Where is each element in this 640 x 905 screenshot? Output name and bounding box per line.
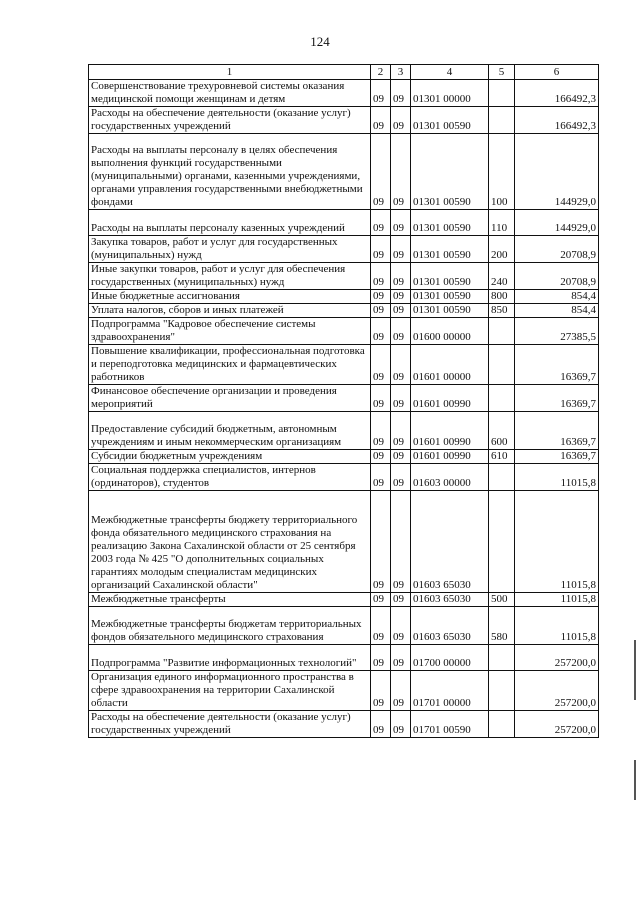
page-number: 124 [310,34,330,49]
row-name: Межбюджетные трансферты бюджетам территориальных фондов обязательного медицинского страхования [89,607,371,645]
row-subsection: 09 [391,318,411,345]
row-amount: 16369,7 [515,345,599,385]
row-expense-type [489,318,515,345]
row-target-code: 01701 00590 [411,711,489,738]
budget-table [88,64,599,738]
row-expense-type: 580 [489,607,515,645]
row-subsection: 09 [391,711,411,738]
row-name: Расходы на выплаты персоналу в целях обеспечения выполнения функций государственными (муниципальными) органами, казенными учреждениями, органами управления государственными внебюджетными фондами [89,134,371,210]
row-expense-type [489,645,515,671]
row-section: 09 [371,671,391,711]
row-target-code: 01301 00590 [411,263,489,290]
table-row [89,263,599,290]
table-row [89,210,599,236]
table-row [89,593,599,607]
row-subsection: 09 [391,304,411,318]
row-name: Подпрограмма "Развитие информационных технологий" [89,645,371,671]
row-section: 09 [371,304,391,318]
row-name: Иные бюджетные ассигнования [89,290,371,304]
row-subsection: 09 [391,80,411,107]
row-subsection: 09 [391,134,411,210]
row-expense-type: 100 [489,134,515,210]
row-subsection: 09 [391,671,411,711]
row-section: 09 [371,345,391,385]
row-name: Повышение квалификации, профессиональная подготовка и переподготовка медицинских и фармацевтических работников [89,345,371,385]
row-target-code: 01601 00990 [411,450,489,464]
table-row [89,671,599,711]
row-name: Расходы на обеспечение деятельности (оказание услуг) государственных учреждений [89,107,371,134]
row-target-code: 01301 00590 [411,236,489,263]
row-target-code: 01301 00590 [411,210,489,236]
table-row [89,318,599,345]
table-row [89,385,599,412]
row-expense-type [489,711,515,738]
row-subsection: 09 [391,290,411,304]
row-section: 09 [371,236,391,263]
table-header-row [89,65,599,80]
row-section: 09 [371,263,391,290]
table-row [89,607,599,645]
row-amount: 16369,7 [515,450,599,464]
row-name: Межбюджетные трансферты бюджету территориального фонда обязательного медицинского страхования на реализацию Закона Сахалинской области от 25 сентября 2003 года № 425 "О дополнительных социальных гарантиях молодым специалистам медицинских организаций Сахалинской области" [89,491,371,593]
row-amount: 11015,8 [515,491,599,593]
row-expense-type: 800 [489,290,515,304]
row-amount: 144929,0 [515,210,599,236]
row-subsection: 09 [391,593,411,607]
table-row [89,711,599,738]
row-section: 09 [371,412,391,450]
table-row [89,464,599,491]
table-row [89,304,599,318]
row-name: Совершенствование трехуровневой системы оказания медицинской помощи женщинам и детям [89,80,371,107]
column-header: 2 [371,65,391,80]
row-target-code: 01301 00000 [411,80,489,107]
row-target-code: 01301 00590 [411,134,489,210]
table-row [89,450,599,464]
column-header: 5 [489,65,515,80]
row-expense-type: 600 [489,412,515,450]
row-section: 09 [371,385,391,412]
row-section: 09 [371,318,391,345]
row-expense-type [489,464,515,491]
table-row [89,491,599,593]
row-subsection: 09 [391,236,411,263]
row-expense-type: 110 [489,210,515,236]
row-name: Расходы на обеспечение деятельности (оказание услуг) государственных учреждений [89,711,371,738]
row-amount: 144929,0 [515,134,599,210]
row-section: 09 [371,80,391,107]
row-target-code: 01700 00000 [411,645,489,671]
row-target-code: 01600 00000 [411,318,489,345]
row-name: Финансовое обеспечение организации и проведения мероприятий [89,385,371,412]
table-row [89,412,599,450]
table-row [89,134,599,210]
margin-scan-mark [634,760,636,800]
row-expense-type: 500 [489,593,515,607]
row-name: Иные закупки товаров, работ и услуг для обеспечения государственных (муниципальных) нужд [89,263,371,290]
row-section: 09 [371,711,391,738]
row-target-code: 01603 65030 [411,593,489,607]
row-subsection: 09 [391,450,411,464]
row-name: Предоставление субсидий бюджетным, автономным учреждениям и иным некоммерческим организациям [89,412,371,450]
row-subsection: 09 [391,464,411,491]
row-subsection: 09 [391,491,411,593]
row-name: Организация единого информационного пространства в сфере здравоохранения на территории Сахалинской области [89,671,371,711]
table-row [89,107,599,134]
column-header: 1 [89,65,371,80]
row-target-code: 01601 00990 [411,385,489,412]
row-section: 09 [371,464,391,491]
row-amount: 166492,3 [515,107,599,134]
row-target-code: 01301 00590 [411,107,489,134]
row-amount: 11015,8 [515,464,599,491]
row-expense-type: 200 [489,236,515,263]
row-target-code: 01701 00000 [411,671,489,711]
row-amount: 257200,0 [515,671,599,711]
table-row [89,236,599,263]
row-section: 09 [371,210,391,236]
row-subsection: 09 [391,645,411,671]
row-amount: 854,4 [515,304,599,318]
row-section: 09 [371,491,391,593]
table-row [89,80,599,107]
row-target-code: 01601 00000 [411,345,489,385]
row-target-code: 01603 00000 [411,464,489,491]
row-name: Межбюджетные трансферты [89,593,371,607]
row-expense-type [489,80,515,107]
row-amount: 257200,0 [515,645,599,671]
row-name: Расходы на выплаты персоналу казенных учреждений [89,210,371,236]
row-subsection: 09 [391,107,411,134]
row-target-code: 01601 00990 [411,412,489,450]
row-amount: 11015,8 [515,593,599,607]
row-expense-type: 610 [489,450,515,464]
row-section: 09 [371,450,391,464]
row-subsection: 09 [391,210,411,236]
row-subsection: 09 [391,412,411,450]
table-row [89,645,599,671]
row-amount: 257200,0 [515,711,599,738]
margin-scan-mark [634,640,636,700]
row-expense-type [489,345,515,385]
column-header: 6 [515,65,599,80]
row-subsection: 09 [391,385,411,412]
row-subsection: 09 [391,263,411,290]
row-expense-type [489,107,515,134]
row-name: Уплата налогов, сборов и иных платежей [89,304,371,318]
row-amount: 16369,7 [515,412,599,450]
row-expense-type: 240 [489,263,515,290]
row-section: 09 [371,645,391,671]
row-section: 09 [371,607,391,645]
row-subsection: 09 [391,345,411,385]
row-amount: 20708,9 [515,263,599,290]
row-target-code: 01603 65030 [411,607,489,645]
row-amount: 20708,9 [515,236,599,263]
row-section: 09 [371,107,391,134]
row-amount: 27385,5 [515,318,599,345]
row-target-code: 01301 00590 [411,290,489,304]
row-amount: 854,4 [515,290,599,304]
table-row [89,345,599,385]
row-target-code: 01301 00590 [411,304,489,318]
row-expense-type [489,491,515,593]
row-subsection: 09 [391,607,411,645]
row-amount: 166492,3 [515,80,599,107]
row-section: 09 [371,290,391,304]
table-row [89,290,599,304]
row-target-code: 01603 65030 [411,491,489,593]
row-section: 09 [371,593,391,607]
column-header: 3 [391,65,411,80]
row-name: Подпрограмма "Кадровое обеспечение системы здравоохранения" [89,318,371,345]
row-name: Субсидии бюджетным учреждениям [89,450,371,464]
row-expense-type [489,385,515,412]
column-header: 4 [411,65,489,80]
row-amount: 16369,7 [515,385,599,412]
row-expense-type: 850 [489,304,515,318]
row-amount: 11015,8 [515,607,599,645]
row-name: Социальная поддержка специалистов, интернов (ординаторов), студентов [89,464,371,491]
row-name: Закупка товаров, работ и услуг для государственных (муниципальных) нужд [89,236,371,263]
row-expense-type [489,671,515,711]
row-section: 09 [371,134,391,210]
